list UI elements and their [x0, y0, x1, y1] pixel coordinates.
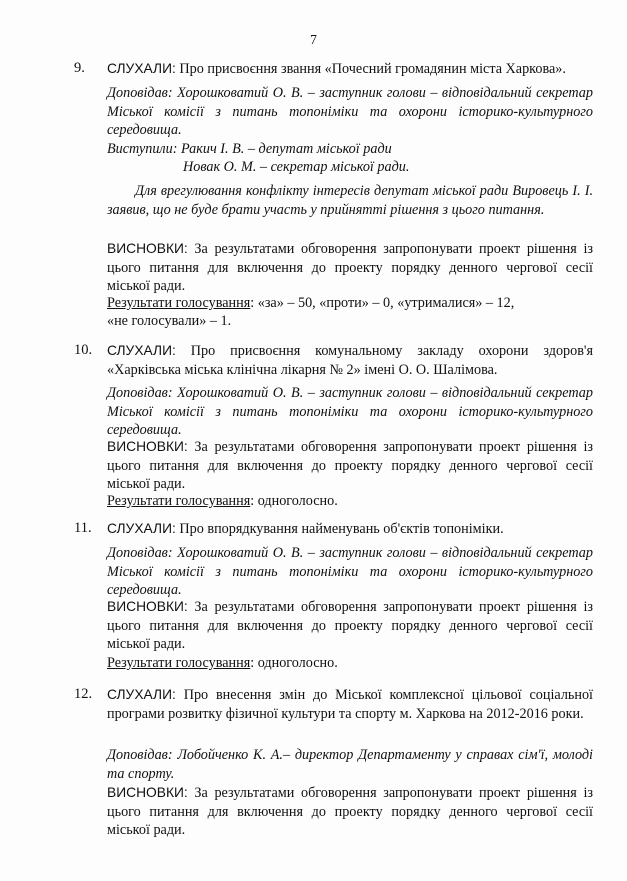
spoke-line-1	[107, 140, 593, 159]
spoke-label: Виступили:	[107, 141, 178, 157]
vote-label: Результати голосування	[107, 655, 251, 671]
spoke-person-2: Новак О. М. – секретар міської ради.	[183, 159, 410, 175]
item-number: 12.	[74, 686, 93, 702]
speaker-label: Доповідав:	[107, 385, 173, 401]
speaker-paragraph	[107, 384, 593, 440]
speaker-text: Хорошковатий О. В. – заступник голови – відповідальний секретар Міської комісії з питань топоніміки та охорони історико-культурного середовища.	[107, 545, 593, 598]
heard-label: СЛУХАЛИ:	[107, 521, 176, 536]
vote-label: Результати голосування	[107, 493, 251, 509]
heard-text: Про впорядкування найменувань об'єктів топоніміки.	[179, 521, 504, 537]
speaker-text: Хорошковатий О. В. – заступник голови – відповідальний секретар Міської комісії з питань топоніміки та охорони історико-культурного середовища.	[107, 85, 593, 138]
vote-line-1	[107, 294, 593, 313]
conclusions-paragraph	[107, 784, 593, 840]
page-number: 7	[310, 32, 317, 47]
heard-text: Про присвоєння звання «Почесний громадянин міста Харкова».	[179, 61, 566, 77]
speaker-label: Доповідав:	[107, 747, 173, 763]
vote-line	[107, 654, 593, 673]
heard-label: СЛУХАЛИ:	[107, 687, 176, 702]
heard-text: Про присвоєння комунальному закладу охорони здоров'я «Харківська міська клінічна лікарня № 2» імені О. О. Шалімова.	[107, 343, 594, 378]
conclusions-paragraph	[107, 240, 593, 296]
item-number: 9.	[74, 60, 85, 76]
speaker-text: Хорошковатий О. В. – заступник голови – відповідальний секретар Міської комісії з питань топоніміки та охорони історико-культурного середовища.	[107, 385, 593, 438]
heard-label: СЛУХАЛИ:	[107, 61, 176, 76]
vote-text: : одноголосно.	[250, 493, 338, 509]
conclusions-text: За результатами обговорення запропонувати проект рішення із цього питання для включення до проекту порядку денного чергової сесії міської ради.	[107, 241, 593, 294]
heard-paragraph	[107, 342, 593, 379]
speaker-paragraph	[107, 84, 593, 140]
heard-text: Про внесення змін до Міської комплексної цільової соціальної програми розвитку фізичної культури та спорту м. Харкова на 2012-2016 роки.	[107, 687, 593, 722]
conclusions-label: ВИСНОВКИ:	[107, 785, 188, 800]
conclusions-paragraph	[107, 438, 593, 494]
heard-paragraph	[107, 520, 593, 539]
vote-text: : одноголосно.	[250, 655, 338, 671]
speaker-label: Доповідав:	[107, 85, 173, 101]
conclusions-label: ВИСНОВКИ:	[107, 439, 188, 454]
speaker-label: Доповідав:	[107, 545, 173, 561]
conclusions-label: ВИСНОВКИ:	[107, 599, 188, 614]
speaker-paragraph	[107, 544, 593, 600]
speaker-text: Лобойченко К. А.– директор Департаменту у справах сім'ї, молоді та спорту.	[107, 747, 593, 782]
heard-paragraph	[107, 60, 593, 79]
vote-line	[107, 492, 593, 511]
conclusions-text: За результатами обговорення запропонувати проект рішення із цього питання для включення до проекту порядку денного чергової сесії міської ради.	[107, 599, 593, 652]
conflict-paragraph: Для врегулювання конфлікту інтересів депутат міської ради Вировець І. І. заявив, що не буде брати участь у прийнятті рішення з цього питання.	[107, 183, 593, 218]
conclusions-text: За результатами обговорення запропонувати проект рішення із цього питання для включення до проекту порядку денного чергової сесії міської ради.	[107, 439, 593, 492]
speaker-paragraph	[107, 746, 593, 783]
conclusions-paragraph	[107, 598, 593, 654]
heard-label: СЛУХАЛИ:	[107, 343, 176, 358]
item-number: 10.	[74, 342, 93, 358]
vote-text: : «за» – 50, «проти» – 0, «утрималися» – 12,	[250, 295, 515, 311]
vote-line-2: «не голосували» – 1.	[107, 313, 232, 329]
conclusions-label: ВИСНОВКИ:	[107, 241, 188, 256]
vote-label: Результати голосування	[107, 295, 251, 311]
conclusions-text: За результатами обговорення запропонувати проект рішення із цього питання для включення до проекту порядку денного чергової сесії міської ради.	[107, 785, 593, 838]
heard-paragraph	[107, 686, 593, 723]
spoke-person-1: Ракич І. В. – депутат міської ради	[181, 141, 392, 157]
item-number: 11.	[74, 520, 92, 536]
